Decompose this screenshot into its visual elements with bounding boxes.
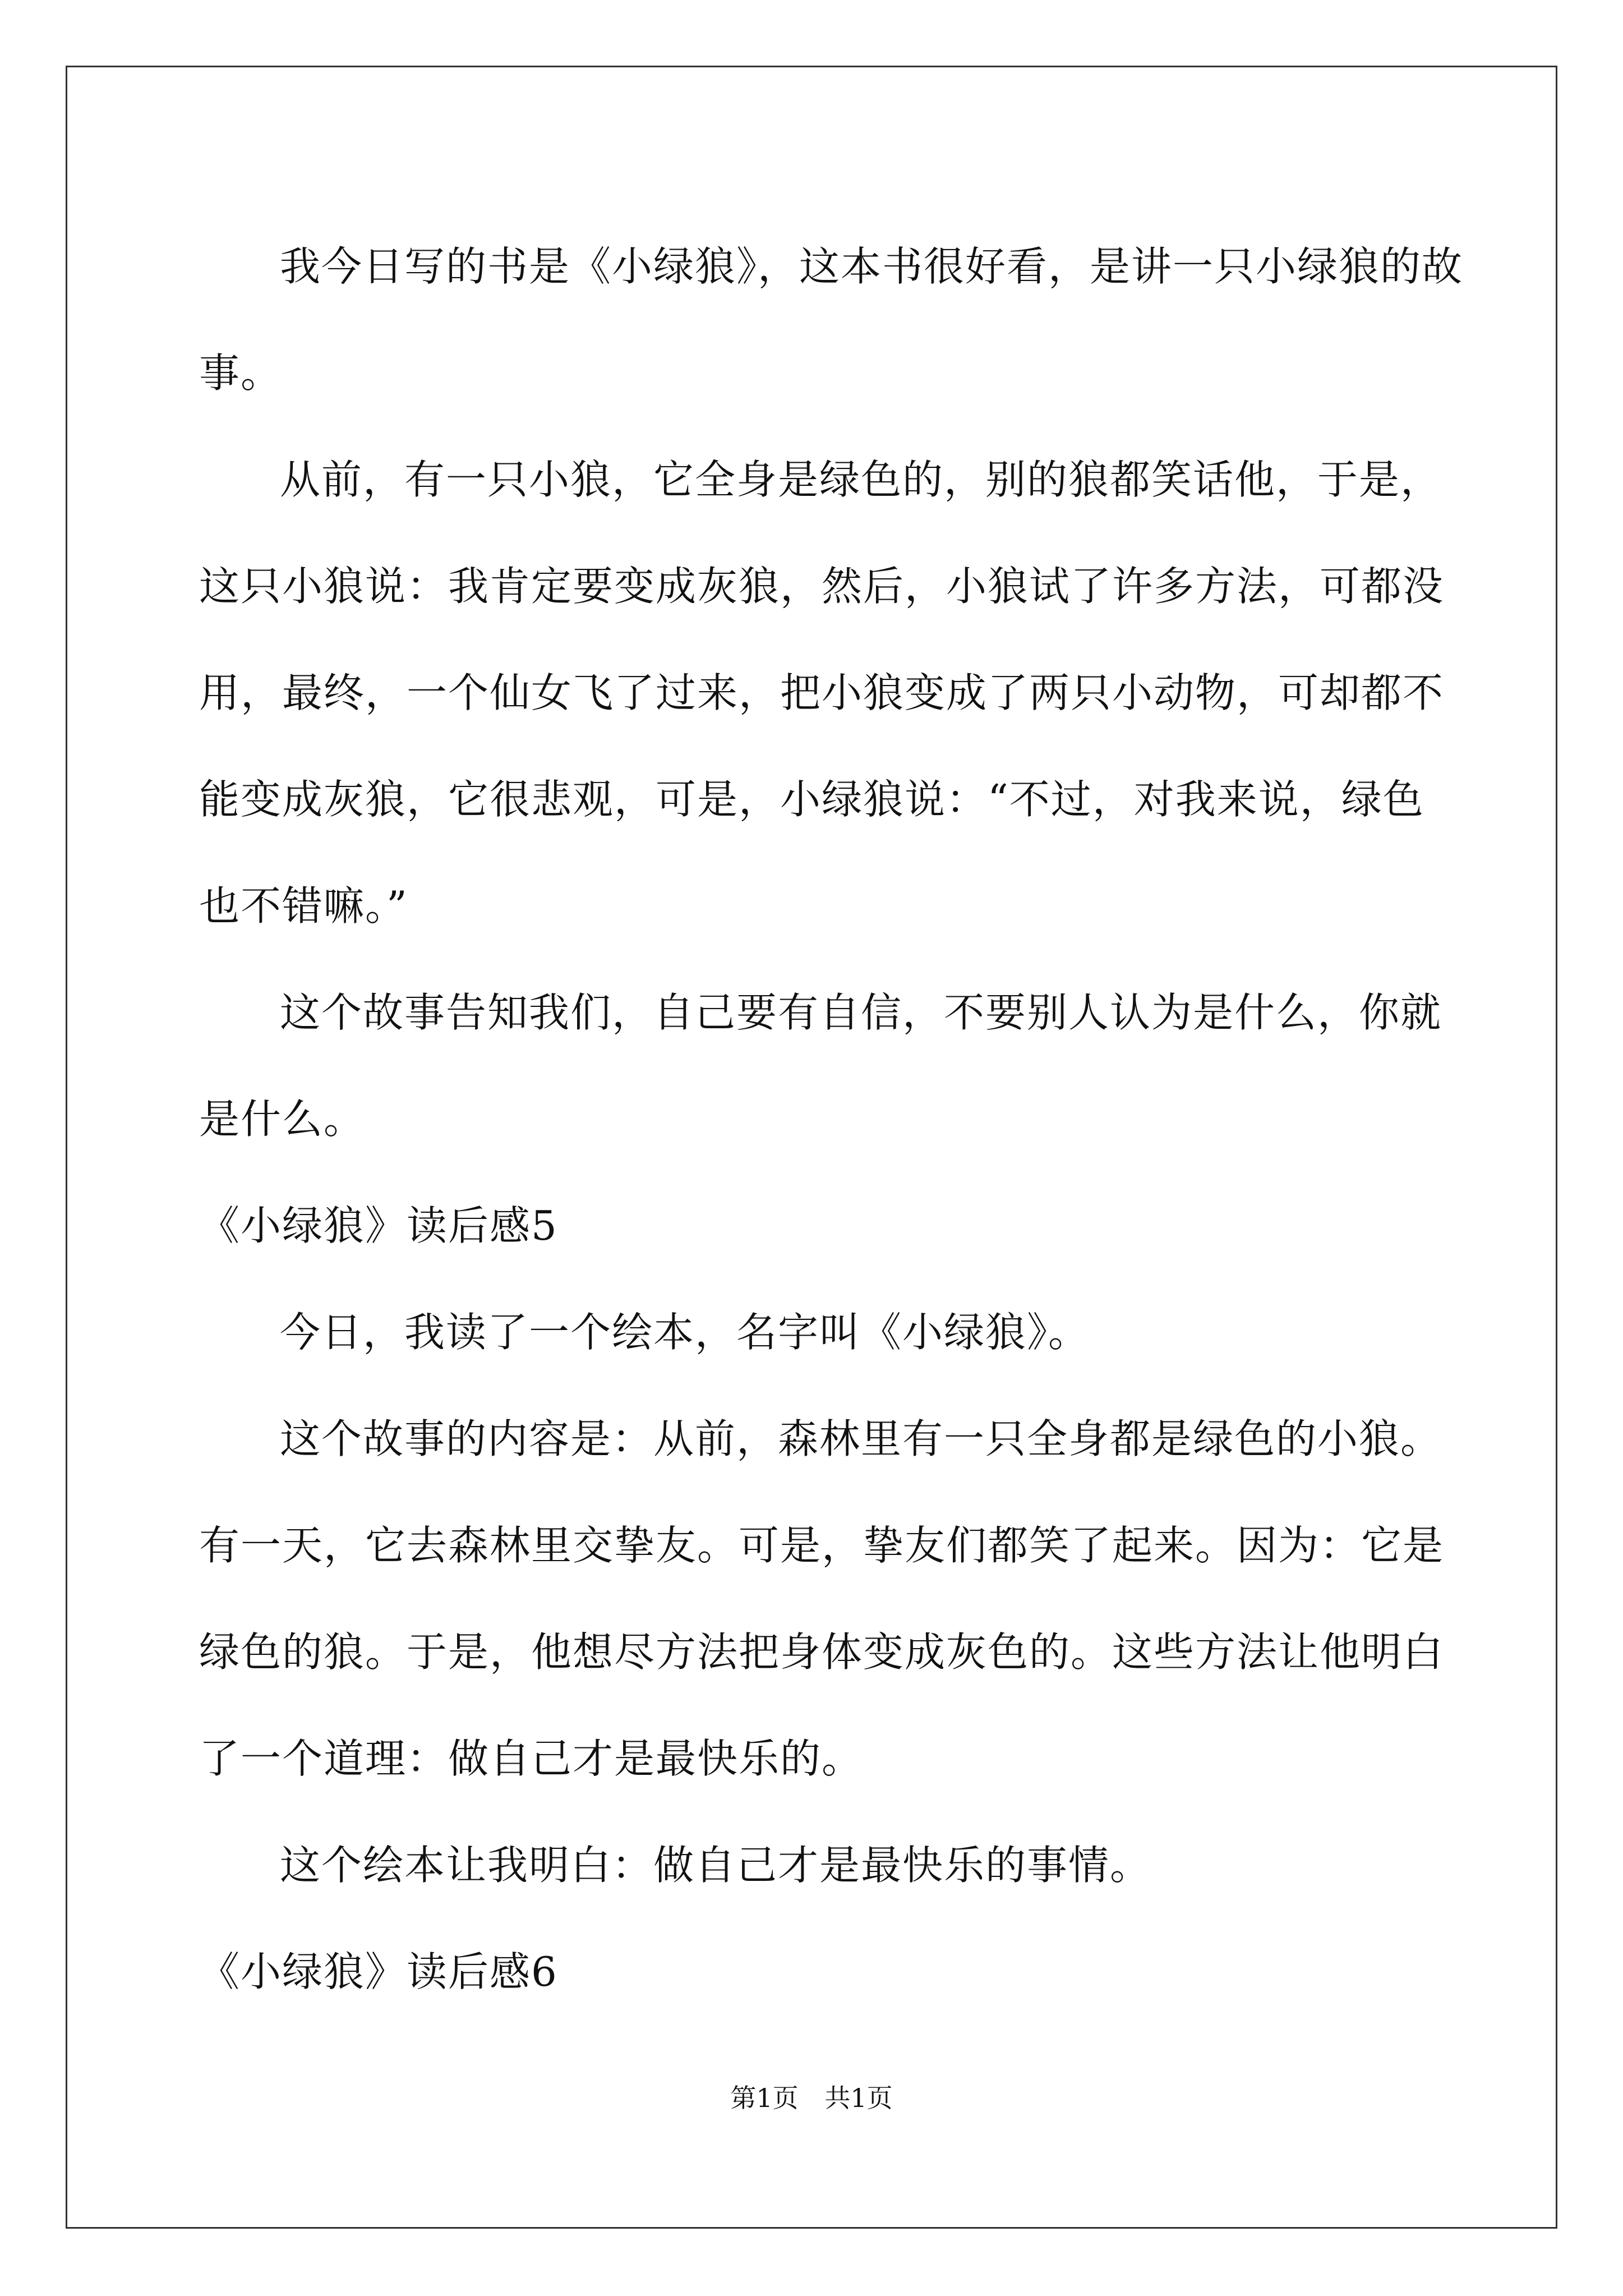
section-heading: 《小绿狼》读后感5 — [199, 1202, 558, 1249]
text-line: 这个绘本让我明白：做自己才是最快乐的事情。 — [280, 1842, 1152, 1889]
document-body — [199, 213, 1464, 2025]
text-line: 这只小狼说：我肯定要变成灰狼，然后，小狼试了许多方法，可都没 — [199, 563, 1445, 610]
text-line: 用，最终，一个仙女飞了过来，把小狼变成了两只小动物，可却都不 — [199, 669, 1445, 716]
text-line: 这个故事告知我们，自己要有自信，不要别人认为是什么，你就 — [280, 989, 1442, 1036]
page-number: 第1页 — [730, 2083, 799, 2113]
text-line: 能变成灰狼，它很悲观，可是，小绿狼说：“不过，对我来说，绿色 — [199, 776, 1424, 823]
text-line: 是什么。 — [199, 1096, 366, 1143]
text-line: 这个故事的内容是：从前，森林里有一只全身都是绿色的小狼。 — [280, 1415, 1442, 1462]
page-total: 共1页 — [824, 2083, 893, 2113]
text-line: 了一个道理：做自己才是最快乐的。 — [199, 1735, 864, 1782]
text-line: 也不错嘛。” — [199, 882, 408, 930]
text-line: 绿色的狼。于是，他想尽方法把身体变成灰色的。这些方法让他明白 — [199, 1628, 1445, 1676]
text-line: 事。 — [199, 349, 283, 397]
page-footer — [0, 2081, 1623, 2115]
text-line: 我今日写的书是《小绿狼》，这本书很好看，是讲一只小绿狼的故 — [280, 243, 1464, 290]
text-line: 从前，有一只小狼，它全身是绿色的，别的狼都笑话他，于是， — [280, 456, 1442, 503]
text-line: 今日，我读了一个绘本，名字叫《小绿狼》。 — [280, 1309, 1090, 1356]
section-heading: 《小绿狼》读后感6 — [199, 1948, 558, 1995]
text-line: 有一天，它去森林里交挚友。可是，挚友们都笑了起来。因为：它是 — [199, 1522, 1445, 1569]
